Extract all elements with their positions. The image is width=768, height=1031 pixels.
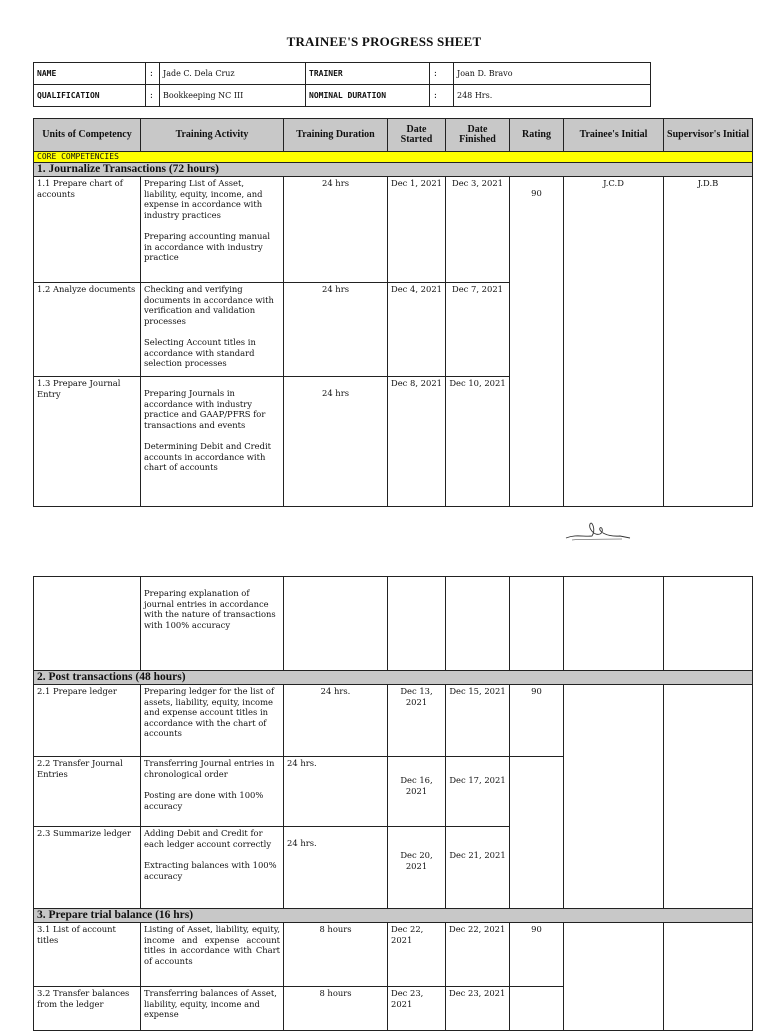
activity-cell [141, 577, 284, 671]
activity-text: Preparing explanation of journal entries in accordance with the nature of transactions with 100% accuracy [144, 588, 276, 630]
activity-cell [141, 757, 284, 827]
date-finished-cell: Dec 7, 2021 [446, 283, 510, 377]
date-started-cell [388, 577, 446, 671]
activity-text: Checking and verifying documents in accordance with verification and validation processes [144, 284, 274, 326]
activity-text: Preparing ledger for the list of assets, liability, equity, income and expense account titles in accordance with the chart of accounts [144, 686, 275, 738]
trainee-initial-cell [564, 577, 664, 671]
date-started-cell [388, 757, 446, 827]
date-started-cell: Dec 22, 2021 [388, 923, 446, 987]
separator: : [430, 63, 454, 85]
duration-value: 24 hrs. [287, 838, 317, 848]
activity-cell [141, 923, 284, 987]
date-finished-cell: Dec 10, 2021 [446, 377, 510, 507]
date-finished-cell: Dec 23, 2021 [446, 987, 510, 1031]
activity-cell [141, 827, 284, 909]
duration-cell: 24 hrs. [284, 685, 388, 757]
name-value: Jade C. Dela Cruz [160, 63, 306, 85]
duration-cell: 8 hours [284, 987, 388, 1031]
rating-cell [510, 177, 564, 507]
activity-text: Extracting balances with 100% accuracy [144, 860, 277, 881]
unit-cell: 2.2 Transfer Journal Entries [34, 757, 141, 827]
date-started-cell: Dec 13, 2021 [388, 685, 446, 757]
trainee-info-table [33, 62, 651, 107]
trainee-initial-cell: J.C.D [564, 177, 664, 507]
activity-text: Selecting Account titles in accordance with standard selection processes [144, 337, 256, 368]
table-row [34, 577, 753, 671]
activity-text: Transferring Journal entries in chronological order [144, 758, 275, 779]
unit-cell: 3.2 Transfer balances from the ledger [34, 987, 141, 1031]
date-finished-cell: Dec 22, 2021 [446, 923, 510, 987]
section-3-title: 3. Prepare trial balance (16 hrs) [34, 909, 753, 923]
activity-text: Preparing List of Asset, liability, equity, income, and expense in accordance with industry practices [144, 178, 263, 220]
trainee-initial-cell [564, 923, 664, 1031]
core-competencies-label: CORE COMPETENCIES [34, 152, 753, 163]
duration-value: 24 hrs [321, 388, 349, 398]
date-finished-value: Dec 17, 2021 [449, 775, 506, 785]
activity-text: Preparing Journals in accordance with industry practice and GAAP/PFRS for transactions and events [144, 388, 266, 430]
date-finished-cell [446, 827, 510, 909]
date-started-value: Dec 20, 2021 [400, 850, 433, 871]
table-row [34, 177, 753, 283]
activity-text: Adding Debit and Credit for each ledger account correctly [144, 828, 272, 849]
header-rating: Rating [510, 119, 564, 152]
rating-cell [510, 577, 564, 671]
date-finished-cell [446, 757, 510, 827]
date-started-cell: Dec 4, 2021 [388, 283, 446, 377]
separator: : [146, 63, 160, 85]
header-units: Units of Competency [34, 119, 141, 152]
supervisor-initial-cell [664, 923, 753, 1031]
duration-cell [284, 377, 388, 507]
signature-image [562, 512, 634, 546]
date-started-cell [388, 827, 446, 909]
table-row [34, 685, 753, 757]
date-finished-cell: Dec 15, 2021 [446, 685, 510, 757]
trainer-label: TRAINER [306, 63, 430, 85]
date-started-cell: Dec 23, 2021 [388, 987, 446, 1031]
activity-cell [141, 377, 284, 507]
progress-table-page-2 [33, 576, 753, 1031]
activity-text: Posting are done with 100% accuracy [144, 790, 264, 811]
activity-cell [141, 685, 284, 757]
name-label: NAME [34, 63, 146, 85]
unit-cell: 1.2 Analyze documents [34, 283, 141, 377]
duration-cell: 24 hrs [284, 283, 388, 377]
duration-value: 248 Hrs. [454, 85, 651, 107]
qualification-label: QUALIFICATION [34, 85, 146, 107]
separator: : [430, 85, 454, 107]
duration-cell [284, 577, 388, 671]
progress-table-page-1 [33, 118, 753, 507]
supervisor-initial-cell: J.D.B [664, 177, 753, 507]
page-title: TRAINEE'S PROGRESS SHEET [286, 34, 482, 49]
date-finished-value: Dec 21, 2021 [449, 850, 506, 860]
date-finished-cell: Dec 3, 2021 [446, 177, 510, 283]
activity-text: Determining Debit and Credit accounts in accordance with chart of accounts [144, 441, 272, 472]
duration-cell: 8 hours [284, 923, 388, 987]
activity-text: Transferring balances of Asset, liability, equity, income and expense [144, 988, 277, 1019]
separator: : [146, 85, 160, 107]
unit-cell: 2.1 Prepare ledger [34, 685, 141, 757]
unit-cell [34, 577, 141, 671]
rating-cell [510, 757, 564, 909]
activity-cell [141, 177, 284, 283]
unit-cell: 1.1 Prepare chart of accounts [34, 177, 141, 283]
duration-cell: 24 hrs [284, 177, 388, 283]
unit-cell: 2.3 Summarize ledger [34, 827, 141, 909]
section-2-title: 2. Post transactions (48 hours) [34, 671, 753, 685]
header-duration: Training Duration [284, 119, 388, 152]
table-row [34, 923, 753, 987]
unit-cell: 3.1 List of account titles [34, 923, 141, 987]
rating-value: 90 [531, 188, 542, 198]
header-activity: Training Activity [141, 119, 284, 152]
duration-cell: 24 hrs. [284, 757, 388, 827]
date-started-cell: Dec 8, 2021 [388, 377, 446, 507]
trainer-value: Joan D. Bravo [454, 63, 651, 85]
activity-text: Listing of Asset, liability, equity, income and expense account titles in accordance with Chart of accounts [144, 924, 280, 966]
section-1-title: 1. Journalize Transactions (72 hours) [34, 163, 753, 177]
date-finished-cell [446, 577, 510, 671]
supervisor-initial-cell [664, 577, 753, 671]
header-trainee-initial: Trainee's Initial [564, 119, 664, 152]
activity-cell [141, 283, 284, 377]
supervisor-initial-cell [664, 685, 753, 909]
date-started-cell: Dec 1, 2021 [388, 177, 446, 283]
qualification-value: Bookkeeping NC III [160, 85, 306, 107]
trainee-initial-cell [564, 685, 664, 909]
duration-cell [284, 827, 388, 909]
rating-cell: 90 [510, 685, 564, 757]
header-supervisor-initial: Supervisor's Initial [664, 119, 753, 152]
activity-text: Preparing accounting manual in accordance with industry practice [144, 231, 271, 262]
header-date-started: Date Started [388, 119, 446, 152]
unit-cell: 1.3 Prepare Journal Entry [34, 377, 141, 507]
header-date-finished: Date Finished [446, 119, 510, 152]
date-started-value: Dec 16, 2021 [400, 775, 433, 796]
duration-label: NOMINAL DURATION [306, 85, 430, 107]
rating-cell: 90 [510, 923, 564, 987]
